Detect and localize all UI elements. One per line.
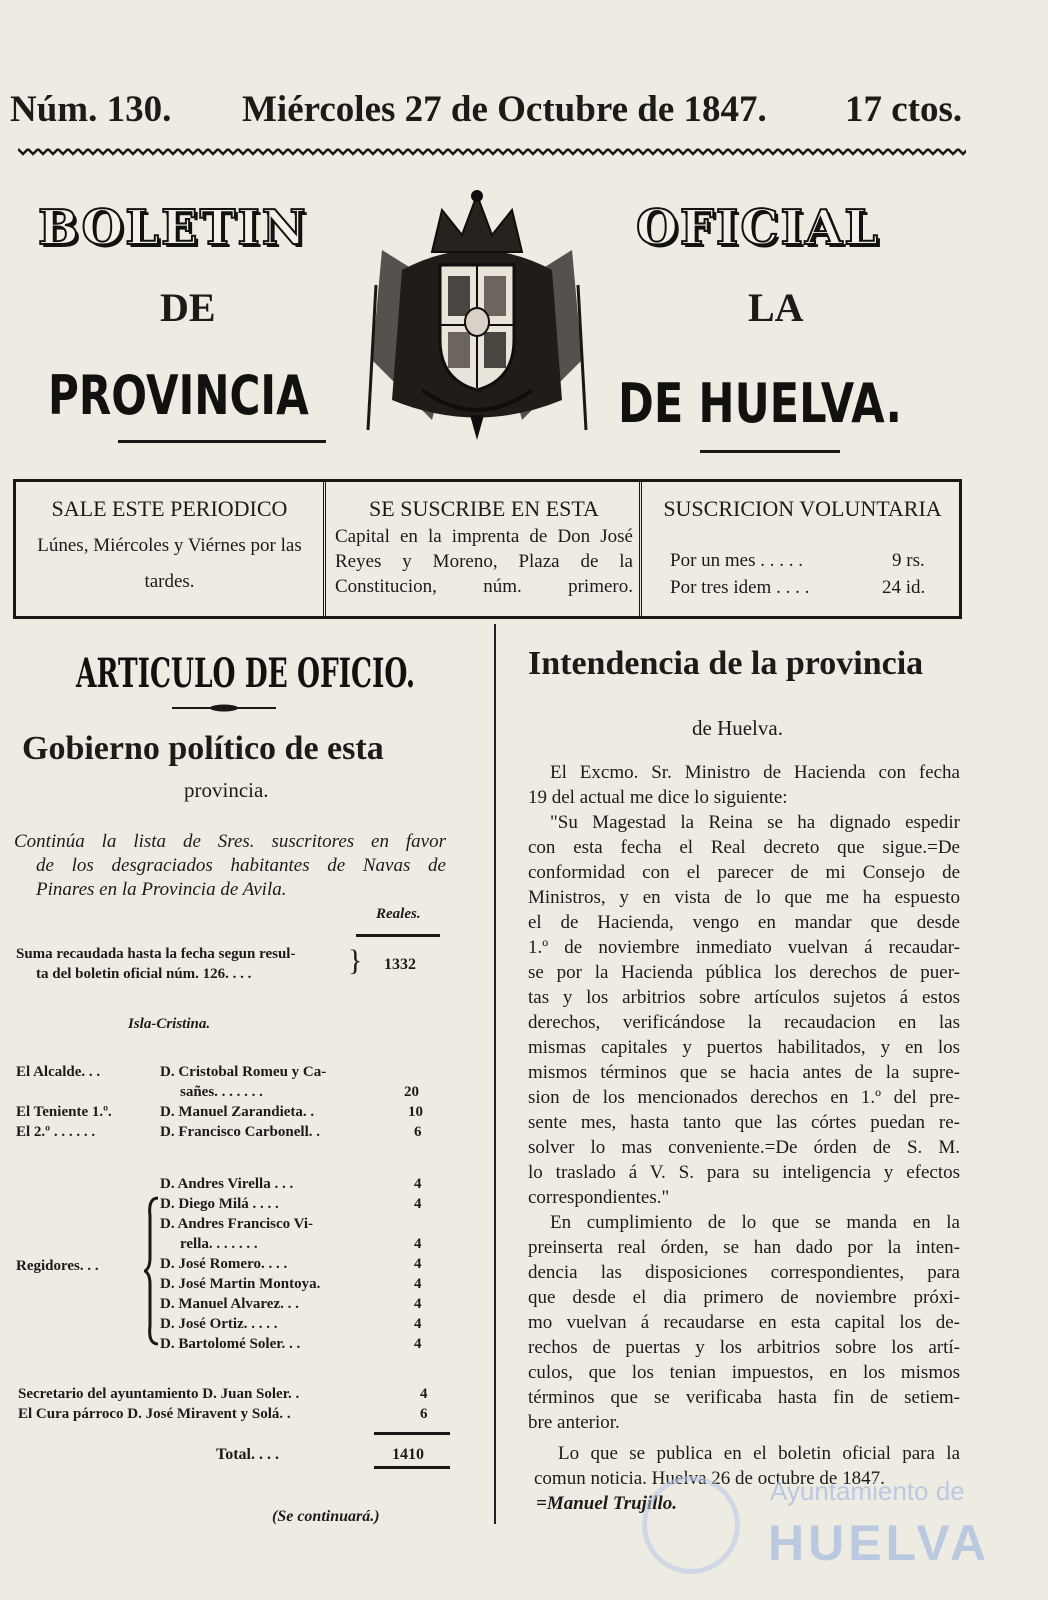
text-line: 19 del actual me dice lo siguiente: xyxy=(528,787,788,808)
intro-line: Pinares en la Provincia de Avila. xyxy=(36,879,287,900)
role-label: El 2.º . . . . . . xyxy=(16,1124,96,1140)
text-line: derechos, verificándose la recaudacion en las xyxy=(528,1012,960,1033)
fees-heading: SUSCRICION VOLUNTARIA xyxy=(663,496,942,521)
other-name: El Cura párroco D. José Miravent y Solá. . xyxy=(18,1406,291,1422)
signature: =Manuel Trujillo. xyxy=(536,1493,678,1514)
regidor-amount: 4 xyxy=(414,1316,422,1332)
text-line: solver lo mas conveniente.=De órden de S. M. xyxy=(528,1137,960,1158)
text-line: correspondientes." xyxy=(528,1187,670,1208)
regidor-name: D. Andres Virella . . . xyxy=(160,1176,294,1192)
regidor-name: D. Diego Milá . . . . xyxy=(160,1196,279,1212)
regidor-name: D. José Martin Montoya. xyxy=(160,1276,321,1292)
intendencia-text xyxy=(528,760,960,1516)
intro-line: de los desgraciados habitantes de Navas de xyxy=(36,855,446,876)
text-line: el de Hacienda, vengo en mandar que desde xyxy=(528,912,960,933)
rule xyxy=(356,934,440,937)
other-amount: 6 xyxy=(420,1406,428,1422)
schedule-heading: SALE ESTE PERIODICO xyxy=(51,496,288,521)
text-line: sente mes, hasta tanto que las córtes puedan re- xyxy=(528,1112,960,1133)
sum-line: Suma recaudada hasta la fecha segun resul- xyxy=(16,946,296,962)
text-line: tas y los arbitrios sobre artículos sujetos á estos xyxy=(528,987,960,1008)
place-heading: SE SUSCRIBE EN ESTA xyxy=(369,496,599,521)
regidor-name: rella. . . . . . . xyxy=(180,1236,258,1252)
continued-note: (Se continuará.) xyxy=(272,1508,380,1525)
fee-month-value: 9 rs. xyxy=(892,550,925,571)
official-amount: 10 xyxy=(408,1104,423,1120)
text-line: con esta fecha el Real decreto que sigue.=De xyxy=(528,837,960,858)
official-name: D. Francisco Carbonell. . xyxy=(160,1124,320,1140)
regidor-amount: 4 xyxy=(414,1256,422,1272)
regidor-amount: 4 xyxy=(414,1276,422,1292)
text-line: Ministros, y en vista de lo que me ha espuesto xyxy=(528,887,960,908)
regidor-amount: 4 xyxy=(414,1176,422,1192)
rule xyxy=(374,1432,450,1435)
masthead-oficial: OFICIAL xyxy=(636,200,880,256)
intendencia-title: Intendencia de la provincia xyxy=(528,645,924,682)
masthead-provincia: PROVINCIA xyxy=(48,364,309,427)
issue-number: Núm. 130. xyxy=(10,89,172,130)
masthead-la: LA xyxy=(748,285,804,330)
list-intro xyxy=(14,830,446,902)
coat-of-arms-icon xyxy=(362,190,592,446)
text-line: mismos términos que se hacia antes de la supre- xyxy=(528,1062,960,1083)
city-seal-icon xyxy=(642,1476,740,1574)
text-line: comun noticia. Huelva 26 de octubre de 1847. xyxy=(534,1468,885,1489)
watermark-huelva: HUELVA xyxy=(768,1515,991,1571)
fee-month-label: Por un mes . . . . . xyxy=(670,550,803,571)
text-line: preinserta real órden, se han dado por la inten- xyxy=(528,1237,960,1258)
total-value: 1410 xyxy=(392,1446,424,1463)
text-line: conformidad con el parecer de mi Consejo de xyxy=(528,862,960,883)
regidor-amount: 4 xyxy=(414,1336,422,1352)
text-line: sion de los mencionados derechos en 1.º del pre- xyxy=(528,1087,960,1108)
masthead-de-huelva: DE HUELVA. xyxy=(618,372,902,435)
brace xyxy=(144,1196,160,1346)
schedule-text: Lúnes, Miércoles y Viérnes por las tardes. xyxy=(37,535,302,592)
fee-quarter-value: 24 id. xyxy=(882,577,926,598)
regidor-name: D. Andres Francisco Vi- xyxy=(160,1216,314,1232)
text-line: términos que se verificaba hasta fin de setiem- xyxy=(528,1387,960,1408)
subscription-box xyxy=(13,479,962,619)
sum-value: 1332 xyxy=(384,956,416,973)
official-amount: 6 xyxy=(414,1124,422,1140)
masthead-de: DE xyxy=(160,285,216,330)
watermark-line: Ayuntamiento de xyxy=(770,1476,965,1506)
official-name: sañes. . . . . . . xyxy=(180,1084,263,1100)
subsection-subtitle: provincia. xyxy=(184,778,269,802)
regidor-name: D. José Romero. . . . xyxy=(160,1256,288,1272)
text-line: que desde el dia primero de noviembre próxi- xyxy=(528,1287,960,1308)
total-label: Total. . . . xyxy=(216,1446,279,1463)
official-name: D. Manuel Zarandieta. . xyxy=(160,1104,315,1120)
regidor-amount: 4 xyxy=(414,1296,422,1312)
text-line: dencia las disposiciones correspondientes, para xyxy=(528,1262,960,1283)
regidor-name: D. Bartolomé Soler. . . xyxy=(160,1336,301,1352)
reales-label: Reales. xyxy=(376,906,421,922)
ornament-divider xyxy=(172,703,276,713)
regidor-amount: 4 xyxy=(414,1196,422,1212)
fee-quarter-label: Por tres idem . . . . xyxy=(670,577,810,598)
text-line: Lo que se publica en el boletin oficial para la xyxy=(558,1443,960,1464)
text-line: culos, que los tenian impuestos, en los mismos xyxy=(528,1362,960,1383)
other-name: Secretario del ayuntamiento D. Juan Soler. . xyxy=(18,1386,300,1402)
subscription-place xyxy=(331,482,637,616)
text-line: bre anterior. xyxy=(528,1412,620,1433)
place-text: Capital en la imprenta de Don José Reyes y Moreno, Plaza de la Constitucion, núm. primero. xyxy=(335,526,633,597)
text-line: mo vuelvan á recaudarse en esta capital los de- xyxy=(528,1312,960,1333)
issue-date: Miércoles 27 de Octubre de 1847. xyxy=(242,89,767,130)
text-line: El Excmo. Sr. Ministro de Hacienda con fecha xyxy=(550,762,960,783)
role-label: El Alcalde. . . xyxy=(16,1064,101,1080)
official-amount: 20 xyxy=(404,1084,419,1100)
text-line: rechos de puertas y los arbitrios sobre los artí- xyxy=(528,1337,960,1358)
regidores-label: Regidores. . . xyxy=(16,1258,99,1274)
issue-price: 17 ctos. xyxy=(845,89,963,130)
section-title: ARTICULO DE OFICIO. xyxy=(76,650,416,697)
regidor-name: D. José Ortiz. . . . . xyxy=(160,1316,278,1332)
sum-line: ta del boletin oficial núm. 126. . . . xyxy=(36,966,252,982)
text-line: 1.º de noviembre inmediato vuelvan á recaudar- xyxy=(528,937,960,958)
masthead-rule-right xyxy=(700,450,840,453)
intendencia-subtitle: de Huelva. xyxy=(692,716,783,740)
subscription-schedule xyxy=(16,482,323,616)
text-line: lo traslado á V. S. para su inteligencia y efectos xyxy=(528,1162,960,1183)
intro-line: Continúa la lista de Sres. suscritores en favor xyxy=(14,831,446,852)
text-line: En cumplimiento de lo que se manda en la xyxy=(550,1212,960,1233)
town-name: Isla-Cristina. xyxy=(128,1016,211,1032)
box-divider xyxy=(323,482,326,616)
rule xyxy=(374,1466,450,1469)
brace: } xyxy=(348,944,363,977)
subscription-fees xyxy=(646,482,959,616)
subsection-title: Gobierno político de esta xyxy=(22,730,384,767)
column-divider xyxy=(494,624,496,1524)
text-line: se por la Hacienda pública los derechos de puer- xyxy=(528,962,960,983)
masthead-rule-left xyxy=(118,440,326,443)
role-label: El Teniente 1.º. xyxy=(16,1104,112,1120)
other-amount: 4 xyxy=(420,1386,428,1402)
box-divider xyxy=(639,482,642,616)
ornamental-rule xyxy=(18,146,966,156)
official-name: D. Cristobal Romeu y Ca- xyxy=(160,1064,327,1080)
masthead-boletin: BOLETIN xyxy=(38,200,308,256)
issue-line xyxy=(10,88,970,132)
regidor-name: D. Manuel Alvarez. . . xyxy=(160,1296,299,1312)
text-line: mismas capitales y puertos habilitados, y en los xyxy=(528,1037,960,1058)
text-line: "Su Magestad la Reina se ha dignado espedir xyxy=(550,812,960,833)
regidor-amount: 4 xyxy=(414,1236,422,1252)
